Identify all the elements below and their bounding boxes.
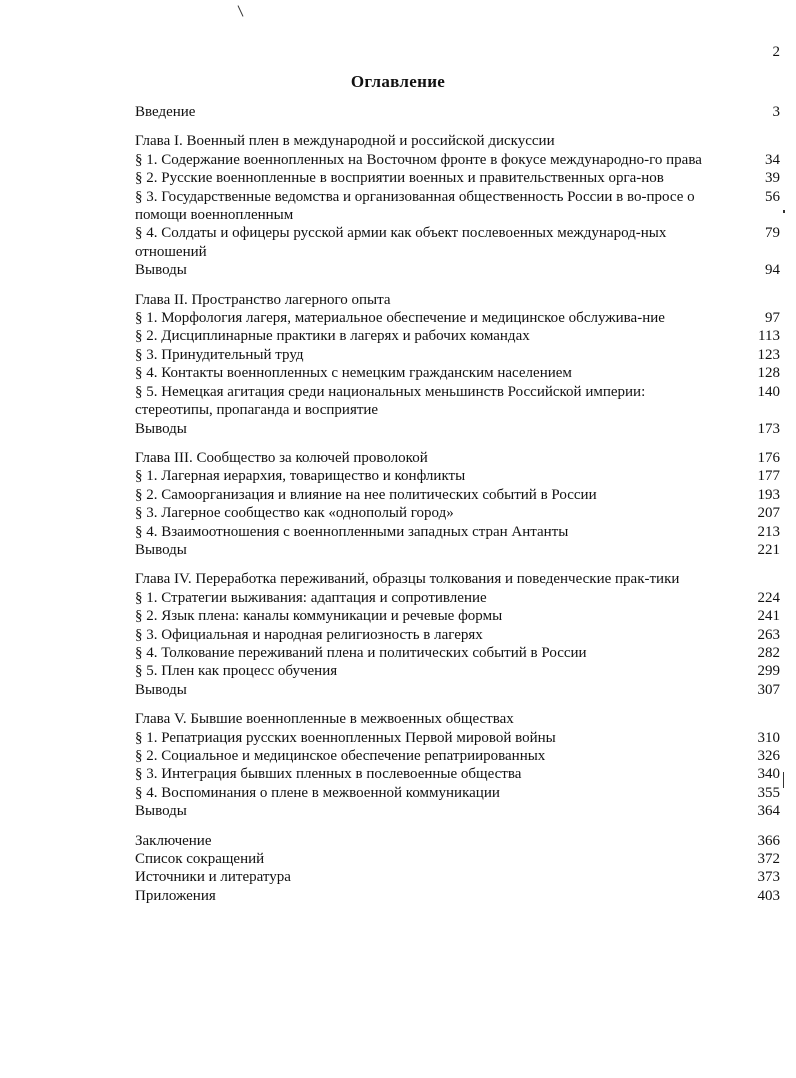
page-title: Оглавление bbox=[350, 72, 446, 91]
toc-entry-page: 3 bbox=[772, 104, 780, 120]
toc-entry-page: 213 bbox=[757, 523, 780, 540]
toc-entry-page: 177 bbox=[757, 468, 780, 485]
toc-entry-title: § 1. Содержание военнопленных на Восточном фронте в фокусе международно-го права bbox=[135, 151, 702, 168]
toc-entry-title: § 4. Взаимоотношения с военнопленными западных стран Антанты bbox=[135, 523, 569, 540]
toc-chapter bbox=[135, 710, 780, 820]
toc-entry bbox=[135, 420, 780, 438]
toc-chapter bbox=[135, 570, 780, 699]
toc-entry-title: Глава II. Пространство лагерного опыта bbox=[135, 291, 391, 308]
toc-entry bbox=[135, 383, 780, 420]
toc-entry-page: 128 bbox=[757, 365, 780, 382]
toc-entry-title: Список сокращений bbox=[135, 851, 265, 868]
toc-entry bbox=[135, 868, 780, 886]
toc-entry-page: 372 bbox=[757, 851, 780, 868]
toc-entry-page: 224 bbox=[757, 589, 780, 606]
toc-entry-page: 113 bbox=[758, 328, 780, 345]
toc-entry bbox=[135, 747, 780, 765]
toc-chapter bbox=[135, 132, 780, 279]
toc-entry-title: Заключение bbox=[135, 832, 212, 849]
toc-entry bbox=[135, 681, 780, 699]
toc-entry-title: Выводы bbox=[135, 262, 187, 279]
toc-entry-page: 176 bbox=[757, 449, 780, 466]
toc-intro bbox=[135, 103, 780, 121]
toc-entry bbox=[135, 364, 780, 382]
toc-entry-title: Приложения bbox=[135, 887, 216, 904]
table-of-contents bbox=[135, 103, 780, 916]
toc-entry bbox=[135, 188, 780, 225]
toc-entry-title: § 2. Социальное и медицинское обеспечение репатриированных bbox=[135, 748, 546, 764]
toc-entry bbox=[135, 765, 780, 783]
toc-entry bbox=[135, 644, 780, 662]
toc-back-matter bbox=[135, 832, 780, 906]
toc-entry bbox=[135, 589, 780, 607]
toc-entry bbox=[135, 541, 780, 559]
toc-entry bbox=[135, 887, 780, 905]
scan-mark bbox=[783, 210, 785, 213]
toc-chapter-heading bbox=[135, 449, 780, 467]
toc-entry-page: 94 bbox=[765, 262, 780, 279]
toc-entry-title: Глава III. Сообщество за колючей проволокой bbox=[135, 449, 428, 466]
toc-entry-page: 282 bbox=[757, 644, 780, 661]
toc-entry-page: 241 bbox=[757, 608, 780, 625]
toc-entry-page: 310 bbox=[757, 729, 780, 746]
toc-chapter bbox=[135, 449, 780, 559]
toc-entry bbox=[135, 832, 780, 850]
toc-entry-intro bbox=[135, 103, 780, 121]
toc-entry bbox=[135, 309, 780, 327]
page-number: 2 bbox=[772, 44, 780, 60]
toc-entry-page: 366 bbox=[757, 832, 780, 849]
toc-entry-page: 173 bbox=[757, 420, 780, 437]
toc-chapter-heading bbox=[135, 570, 780, 588]
toc-entry-page: 340 bbox=[757, 766, 780, 783]
toc-entry-page: 34 bbox=[765, 151, 780, 168]
toc-entry-title: Выводы bbox=[135, 541, 187, 558]
toc-entry bbox=[135, 224, 780, 261]
toc-entry-title: Выводы bbox=[135, 420, 187, 437]
toc-entry-title: Глава IV. Переработка переживаний, образцы толкования и поведенческие прак-тики bbox=[135, 571, 680, 588]
toc-entry-title: Глава I. Военный плен в международной и российской дискуссии bbox=[135, 133, 555, 150]
toc-entry bbox=[135, 729, 780, 747]
toc-entry-page: 79 bbox=[765, 225, 780, 242]
toc-entry-page: 39 bbox=[765, 170, 780, 187]
toc-entry-page: 140 bbox=[757, 383, 780, 400]
toc-entry-title: § 2. Самоорганизация и влияние на нее политических событий в России bbox=[135, 486, 597, 503]
toc-entry-title: § 1. Репатриация русских военнопленных Первой мировой войны bbox=[135, 729, 556, 746]
toc-entry bbox=[135, 169, 780, 187]
toc-entry-title: § 2. Язык плена: каналы коммуникации и речевые формы bbox=[135, 608, 503, 625]
toc-entry bbox=[135, 504, 780, 522]
toc-entry-title: Источники и литература bbox=[135, 869, 291, 886]
toc-entry-title: § 5. Немецкая агитация среди национальных меньшинств Российской империи: стереотипы, пропаганда и восприятие bbox=[135, 383, 646, 419]
toc-entry-page: 364 bbox=[757, 803, 780, 820]
scan-mark bbox=[238, 5, 244, 16]
toc-entry-title: § 4. Контакты военнопленных с немецким гражданским населением bbox=[135, 365, 572, 382]
toc-entry-page: 56 bbox=[765, 188, 780, 205]
toc-entry-page: 221 bbox=[757, 541, 780, 558]
toc-entry bbox=[135, 662, 780, 680]
toc-entry bbox=[135, 327, 780, 345]
toc-entry-page: 355 bbox=[757, 784, 780, 801]
toc-entry-title: § 3. Принудительный труд bbox=[135, 346, 304, 363]
toc-chapter-heading bbox=[135, 710, 780, 728]
toc-entry-title: § 3. Лагерное сообщество как «однополый город» bbox=[135, 505, 454, 522]
toc-entry bbox=[135, 802, 780, 820]
toc-entry bbox=[135, 346, 780, 364]
scan-mark bbox=[783, 772, 784, 788]
toc-entry-page: 263 bbox=[757, 626, 780, 643]
toc-entry-page: 326 bbox=[757, 748, 780, 764]
toc-entry-title: § 3. Официальная и народная религиозность в лагерях bbox=[135, 626, 483, 643]
toc-chapter-heading bbox=[135, 291, 780, 309]
toc-entry bbox=[135, 784, 780, 802]
toc-entry-title: § 1. Лагерная иерархия, товарищество и конфликты bbox=[135, 468, 466, 485]
toc-entry-title: Глава V. Бывшие военнопленные в межвоенных обществах bbox=[135, 711, 514, 728]
toc-entry-page: 299 bbox=[757, 663, 780, 680]
toc-entry bbox=[135, 626, 780, 644]
toc-entry-title: § 2. Дисциплинарные практики в лагерях и рабочих командах bbox=[135, 328, 530, 345]
toc-entry-title: § 4. Солдаты и офицеры русской армии как объект послевоенных международ-ных отношений bbox=[135, 225, 667, 260]
toc-chapter-heading bbox=[135, 132, 780, 150]
toc-entry-title: § 3. Государственные ведомства и организованная общественность России в во-просе о помощи военнопленным bbox=[135, 188, 695, 224]
toc-entry bbox=[135, 607, 780, 625]
toc-entry-title: § 1. Стратегии выживания: адаптация и сопротивление bbox=[135, 589, 487, 606]
toc-entry-title: § 2. Русские военнопленные в восприятии военных и правительственных орга-нов bbox=[135, 170, 664, 187]
toc-entry-title: Выводы bbox=[135, 681, 187, 698]
toc-entry bbox=[135, 850, 780, 868]
toc-entry-title: § 5. Плен как процесс обучения bbox=[135, 663, 338, 680]
toc-chapter bbox=[135, 291, 780, 438]
toc-entry-title: Выводы bbox=[135, 803, 187, 820]
toc-entry bbox=[135, 523, 780, 541]
toc-entry-page: 193 bbox=[757, 486, 780, 503]
toc-entry-title: § 1. Морфология лагеря, материальное обеспечение и медицинское обслужива-ние bbox=[135, 310, 665, 327]
toc-entry-page: 207 bbox=[757, 505, 780, 522]
toc-entry-page: 123 bbox=[757, 346, 780, 363]
toc-entry-page: 403 bbox=[757, 887, 780, 904]
toc-entry-page: 373 bbox=[757, 869, 780, 886]
toc-entry-title: Введение bbox=[135, 104, 196, 120]
toc-entry-title: § 4. Толкование переживаний плена и политических событий в России bbox=[135, 644, 587, 661]
toc-entry bbox=[135, 151, 780, 169]
toc-entry bbox=[135, 467, 780, 485]
toc-entry bbox=[135, 261, 780, 279]
toc-entry-page: 307 bbox=[757, 681, 780, 698]
toc-entry-title: § 3. Интеграция бывших пленных в послевоенные общества bbox=[135, 766, 522, 783]
toc-entry-title: § 4. Воспоминания о плене в межвоенной коммуникации bbox=[135, 784, 500, 801]
toc-entry bbox=[135, 486, 780, 504]
toc-entry-page: 97 bbox=[765, 310, 780, 327]
